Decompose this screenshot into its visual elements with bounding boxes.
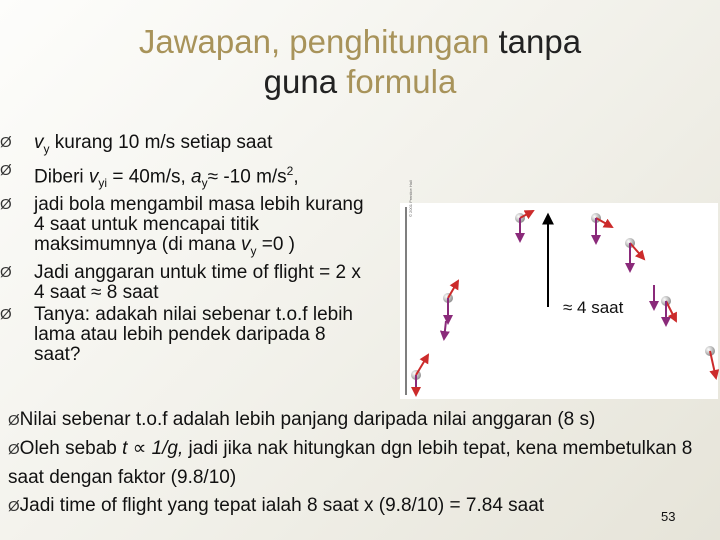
- slide-title: [0, 22, 720, 102]
- projectile-figure: [400, 180, 718, 399]
- page-number: 53: [661, 509, 676, 524]
- bullet-arrow-icon: Ø: [0, 263, 12, 281]
- bullet-arrow-icon: Ø: [8, 441, 20, 458]
- bullet-list: [0, 133, 395, 367]
- bullet-item: Ø Tanya: adakah nilai sebenar t.o.f lebih lama atau lebih pendek daripada 8 saat?: [0, 303, 353, 365]
- figure-caption: © 2001 Prentice Hall: [408, 180, 413, 217]
- note-line: ØJadi time of flight yang tepat ialah 8 saat x (9.8/10) = 7.84 saat: [8, 495, 545, 516]
- bullet-arrow-icon: Ø: [0, 161, 12, 179]
- bullet-item: Ø $v_y$ kurang 10 m/s setiap saat: [0, 132, 273, 156]
- bullet-arrow-icon: Ø: [0, 305, 12, 323]
- title-part4: formula: [346, 63, 457, 100]
- bullet-item: Ø Diberi $v_{yi} = 40m/s$, $a_y\approx -10$ $m/s^2$,: [0, 161, 299, 190]
- bullet-item: Ø Jadi anggaran untuk time of flight = 2 x 4 saat ≈ 8 saat: [0, 261, 361, 303]
- bullet-arrow-icon: Ø: [8, 498, 20, 515]
- title-part3: guna: [263, 63, 338, 100]
- bullet-arrow-icon: Ø: [0, 195, 12, 213]
- bullet-arrow-icon: Ø: [8, 412, 20, 429]
- bottom-notes: [8, 406, 708, 521]
- note-line: ØNilai sebenar t.o.f adalah lebih panjang daripada nilai anggaran (8 s): [8, 409, 596, 430]
- bullet-arrow-icon: Ø: [0, 134, 12, 151]
- approx-4-saat-label: ≈ 4 saat: [563, 298, 624, 317]
- title-part2: tanpa: [498, 23, 582, 60]
- title-part1: Jawapan, penghitungan: [138, 23, 490, 60]
- note-line: ØOleh sebab t ∝ 1/g, jadi jika nak hitungkan dgn lebih tepat, kena membetulkan 8 saat dengan faktor (9.8/10): [8, 438, 693, 488]
- bullet-item: Ø jadi bola mengambil masa lebih kurang 4 saat untuk mencapai titik maksimumnya (di mana $v_y =0$ ): [0, 193, 364, 258]
